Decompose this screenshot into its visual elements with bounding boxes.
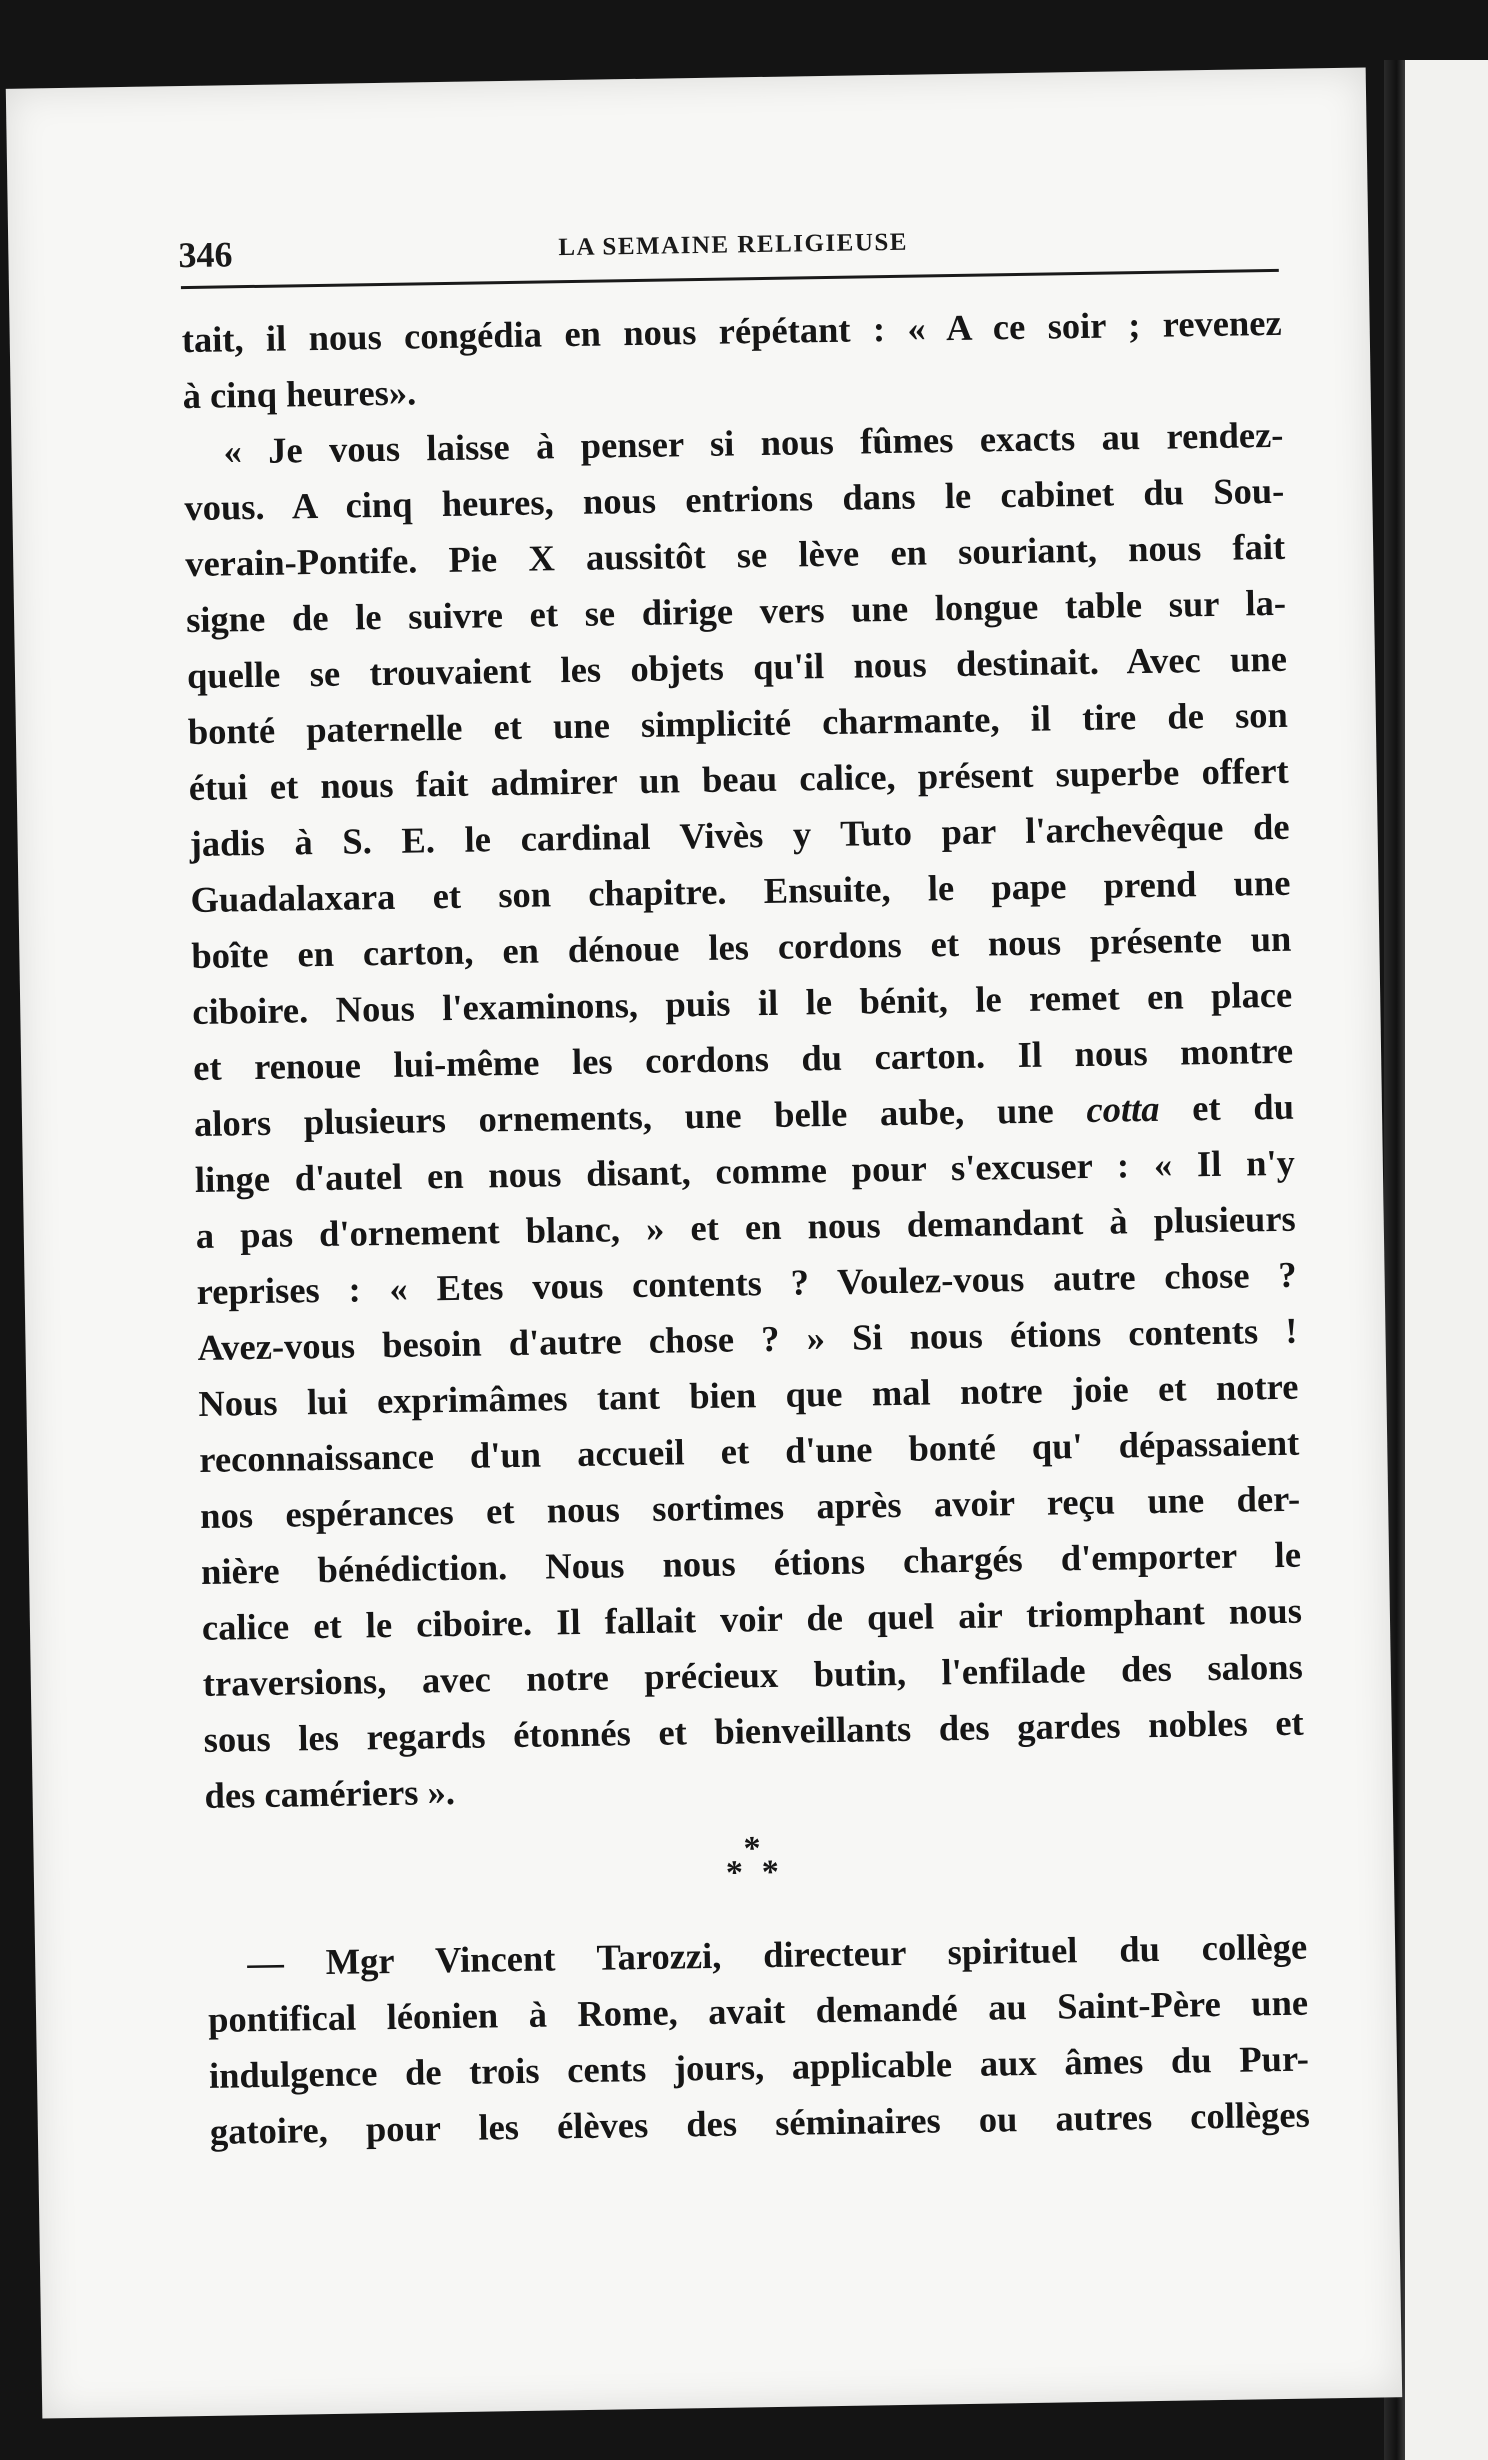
text-line: à cinq heures».: [182, 371, 417, 417]
text-line: nière bénédiction. Nous nous étions chargés d'emporter le: [200, 1533, 1302, 1592]
asterism-star: *: [743, 1830, 761, 1868]
text-line: et renoue lui-même les cordons du carton. Il nous montre: [192, 1029, 1294, 1088]
body-text: [181, 295, 1310, 2160]
text-line: Guadalaxara et son chapitre. Ensuite, le pape prend une: [190, 861, 1291, 921]
text-line: Avez-vous besoin d'autre chose ? » Si nous étions contents !: [197, 1309, 1298, 1368]
text-line: des camériers ».: [204, 1770, 456, 1816]
text-line: verain-Pontife. Pie X aussitôt se lève en souriant, nous fait: [184, 525, 1286, 585]
text-line: gatoire, pour les élèves des séminaires ou autres collèges: [209, 2093, 1311, 2152]
text-line: linge d'autel en nous disant, comme pour s'excuser : « Il n'y: [194, 1141, 1296, 1200]
text-line: reconnaissance d'un accueil et d'une bonté qu' dépassaient: [199, 1421, 1300, 1480]
text-line: quelle se trouvaient les objets qu'il nous destinait. Avec une: [186, 637, 1288, 697]
text-line: traversions, avec notre précieux butin, l'enfilade des salons: [202, 1645, 1304, 1704]
text-line: pontifical léonien à Rome, avait demandé au Saint-Père une: [207, 1981, 1309, 2040]
text-line: calice et le ciboire. Il fallait voir de quel air triomphant nous: [201, 1589, 1303, 1648]
text-line: signe de le suivre et se dirige vers une longue table sur la-: [185, 581, 1287, 641]
text-line: « Je vous laisse à penser si nous fûmes exacts au rendez-: [223, 413, 1284, 472]
italic-word: cotta: [1086, 1087, 1160, 1130]
text-line: vous. A cinq heures, nous entrions dans le cabinet du Sou-: [184, 469, 1285, 529]
asterism-star: *: [725, 1854, 744, 1892]
asterism-star: *: [761, 1853, 780, 1892]
text-line: sous les regards étonnés et bienveillants des gardes nobles et: [203, 1701, 1304, 1760]
text-line: tait, il nous congédia en nous répétant : « A ce soir ; revenez: [181, 301, 1282, 361]
text-segment: alors plusieurs ornements, une belle aube, une: [193, 1089, 1055, 1144]
page-header: [178, 217, 1279, 294]
paragraph-3: [207, 1919, 1310, 2160]
text-line: nos espérances et nous sortimes après avoir reçu une der-: [199, 1477, 1301, 1536]
text-line: jadis à S. E. le cardinal Vivès y Tuto par l'archevêque de: [189, 805, 1290, 865]
text-line: bonté paternelle et une simplicité charmante, il tire de son: [187, 693, 1289, 753]
text-line: indulgence de trois cents jours, applicable aux âmes du Pur-: [208, 2037, 1310, 2096]
text-line: ciboire. Nous l'examinons, puis il le bénit, le remet en place: [191, 973, 1293, 1033]
facing-page-edge: [1405, 60, 1488, 2460]
running-title: LA SEMAINE RELIGIEUSE: [558, 228, 909, 262]
text-line: — Mgr Vincent Tarozzi, directeur spirituel du collège: [246, 1925, 1308, 1984]
text-line: boîte en carton, en dénoue les cordons et nous présente un: [191, 917, 1292, 977]
page-number: 346: [178, 234, 233, 276]
paragraph-1: [181, 295, 1283, 424]
text-line: étui et nous fait admirer un beau calice, présent superbe offert: [188, 749, 1289, 809]
text-line: Nous lui exprimâmes tant bien que mal notre joie et notre: [198, 1365, 1299, 1424]
text-segment: et du: [1191, 1085, 1295, 1129]
paragraph-2: [183, 407, 1305, 1824]
text-line: a pas d'ornement blanc, » et en nous demandant à plusieurs: [195, 1197, 1297, 1256]
scanned-page: [6, 67, 1402, 2418]
text-line: reprises : « Etes vous contents ? Voulez-vous autre chose ?: [196, 1253, 1297, 1312]
asterism-separator: [205, 1807, 1307, 1936]
